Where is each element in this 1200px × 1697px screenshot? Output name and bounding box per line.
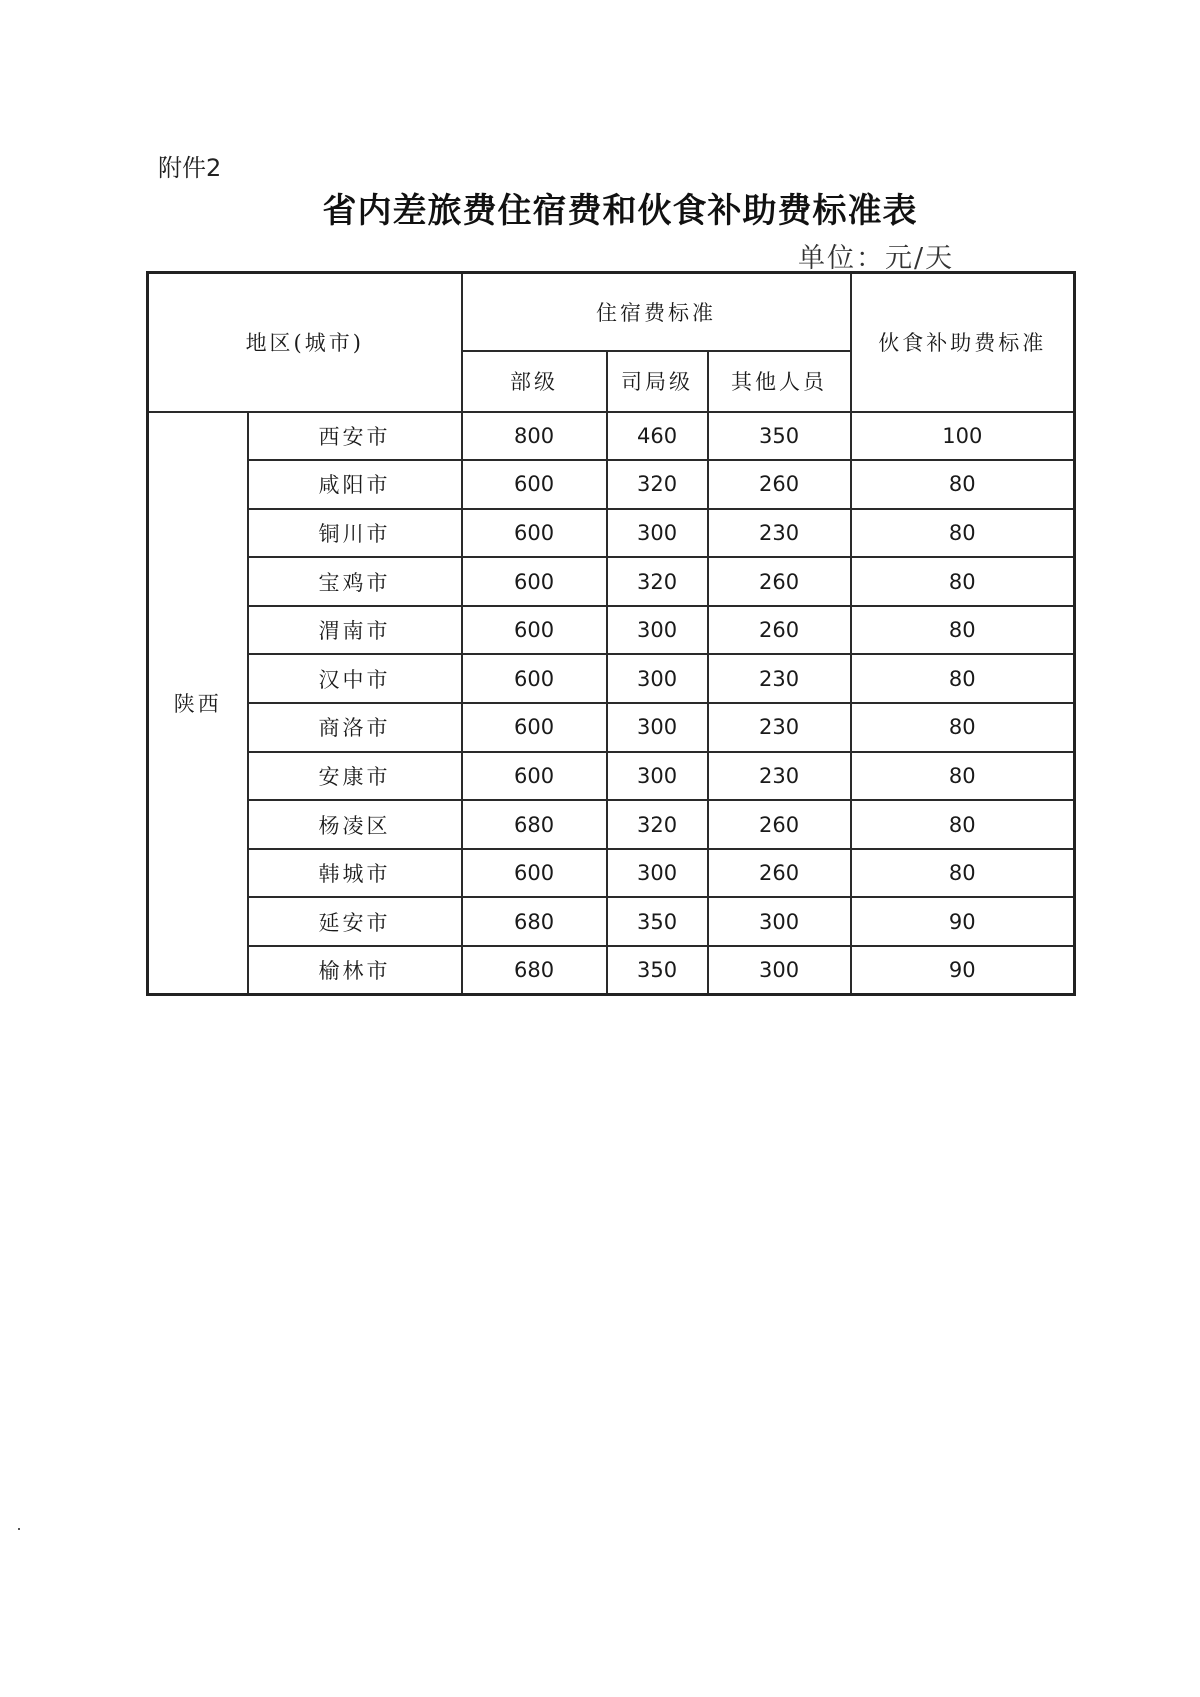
header-row-1 [148,273,1075,351]
other-lodging-cell: 300 [708,946,851,995]
table-row [148,557,1075,606]
ministerial-lodging-cell: 800 [462,412,607,461]
meal-allowance-cell: 80 [851,752,1075,801]
bureau-lodging-cell: 320 [607,800,708,849]
unit-label: 单位：元/天 [798,243,955,274]
meal-allowance-cell: 90 [851,897,1075,946]
table-row [148,849,1075,898]
other-lodging-cell: 230 [708,752,851,801]
scan-speck [18,1528,20,1530]
ministerial-lodging-cell: 600 [462,606,607,655]
other-lodging-cell: 260 [708,800,851,849]
ministerial-lodging-cell: 680 [462,800,607,849]
city-cell: 宝鸡市 [248,557,462,606]
bureau-lodging-cell: 350 [607,946,708,995]
meal-allowance-cell: 80 [851,800,1075,849]
bureau-lodging-cell: 460 [607,412,708,461]
city-cell: 商洛市 [248,703,462,752]
standards-table [146,271,1076,996]
header-lodging-bureau: 司局级 [607,351,708,412]
table-row [148,800,1075,849]
bureau-lodging-cell: 300 [607,606,708,655]
meal-allowance-cell: 80 [851,849,1075,898]
meal-allowance-cell: 80 [851,606,1075,655]
header-region: 地区(城市) [148,273,462,412]
ministerial-lodging-cell: 600 [462,460,607,509]
ministerial-lodging-cell: 600 [462,654,607,703]
other-lodging-cell: 230 [708,703,851,752]
ministerial-lodging-cell: 600 [462,509,607,558]
city-cell: 铜川市 [248,509,462,558]
bureau-lodging-cell: 320 [607,460,708,509]
city-cell: 安康市 [248,752,462,801]
header-meal: 伙食补助费标准 [851,273,1075,412]
other-lodging-cell: 230 [708,654,851,703]
province-cell: 陕西 [148,412,248,995]
header-lodging: 住宿费标准 [462,273,851,351]
other-lodging-cell: 260 [708,557,851,606]
table-row [148,897,1075,946]
table-row [148,509,1075,558]
ministerial-lodging-cell: 680 [462,897,607,946]
other-lodging-cell: 230 [708,509,851,558]
table-row [148,460,1075,509]
meal-allowance-cell: 90 [851,946,1075,995]
meal-allowance-cell: 100 [851,412,1075,461]
other-lodging-cell: 260 [708,606,851,655]
other-lodging-cell: 300 [708,897,851,946]
table-row [148,946,1075,995]
ministerial-lodging-cell: 600 [462,849,607,898]
bureau-lodging-cell: 350 [607,897,708,946]
bureau-lodging-cell: 300 [607,509,708,558]
header-lodging-ministerial: 部级 [462,351,607,412]
meal-allowance-cell: 80 [851,654,1075,703]
city-cell: 延安市 [248,897,462,946]
ministerial-lodging-cell: 600 [462,752,607,801]
attachment-label: 附件2 [158,154,222,182]
meal-allowance-cell: 80 [851,703,1075,752]
table-row [148,654,1075,703]
other-lodging-cell: 350 [708,412,851,461]
bureau-lodging-cell: 320 [607,557,708,606]
city-cell: 榆林市 [248,946,462,995]
city-cell: 韩城市 [248,849,462,898]
table-row [148,606,1075,655]
ministerial-lodging-cell: 600 [462,703,607,752]
ministerial-lodging-cell: 600 [462,557,607,606]
bureau-lodging-cell: 300 [607,752,708,801]
city-cell: 杨凌区 [248,800,462,849]
table-row [148,412,1075,461]
bureau-lodging-cell: 300 [607,849,708,898]
meal-allowance-cell: 80 [851,460,1075,509]
other-lodging-cell: 260 [708,849,851,898]
meal-allowance-cell: 80 [851,509,1075,558]
city-cell: 西安市 [248,412,462,461]
document-title: 省内差旅费住宿费和伙食补助费标准表 [322,191,918,231]
city-cell: 咸阳市 [248,460,462,509]
meal-allowance-cell: 80 [851,557,1075,606]
header-lodging-other: 其他人员 [708,351,851,412]
table-row [148,752,1075,801]
city-cell: 汉中市 [248,654,462,703]
bureau-lodging-cell: 300 [607,654,708,703]
table-body [148,273,1075,995]
other-lodging-cell: 260 [708,460,851,509]
city-cell: 渭南市 [248,606,462,655]
table-row [148,703,1075,752]
bureau-lodging-cell: 300 [607,703,708,752]
ministerial-lodging-cell: 680 [462,946,607,995]
